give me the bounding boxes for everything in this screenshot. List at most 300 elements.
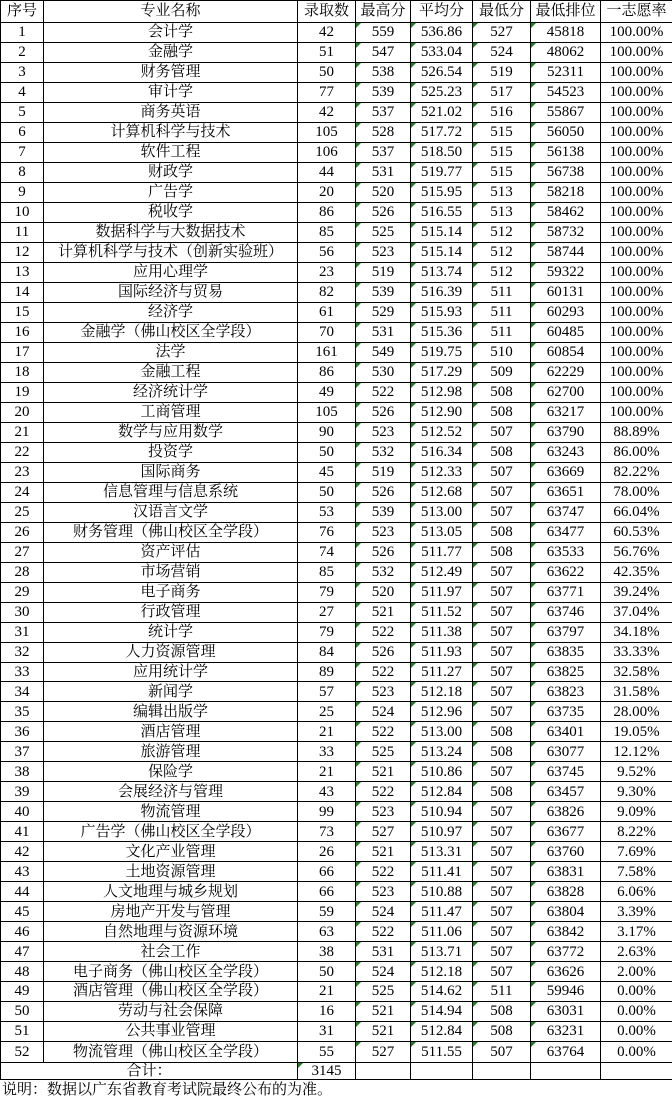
cell-value: 63825: [546, 663, 585, 680]
min-score-cell: [473, 682, 531, 702]
count-cell: [298, 482, 356, 502]
cell-value: 工商管理: [140, 403, 201, 420]
cell-value: 63735: [546, 703, 585, 720]
table-row: [1, 442, 672, 462]
major-cell: [44, 242, 298, 262]
cell-value: 资产评估: [140, 543, 201, 560]
first-choice-rate-cell: [601, 62, 672, 82]
error-indicator-icon: [531, 862, 536, 867]
major-cell: [44, 362, 298, 382]
cell-value: 508: [490, 523, 513, 540]
cell-value: 43: [319, 783, 334, 800]
seq-cell: [1, 1042, 44, 1062]
cell-value: 507: [490, 643, 513, 660]
first-choice-rate-cell: [601, 482, 672, 502]
error-indicator-icon: [531, 223, 536, 228]
min-score-cell: [473, 522, 531, 542]
cell-value: 521.02: [420, 104, 463, 121]
error-indicator-icon: [411, 802, 416, 807]
error-indicator-icon: [411, 782, 416, 787]
error-indicator-icon: [356, 603, 361, 608]
cell-value: 60131: [546, 284, 585, 301]
min-rank-cell: [531, 922, 601, 942]
error-indicator-icon: [531, 682, 536, 687]
error-indicator-icon: [473, 742, 478, 747]
cell-value: 24: [14, 483, 30, 500]
cell-value: 525.23: [420, 84, 463, 101]
error-indicator-icon: [356, 702, 361, 707]
seq-cell: [1, 23, 44, 43]
error-indicator-icon: [356, 523, 361, 528]
cell-value: 66: [319, 863, 334, 880]
error-indicator-icon: [473, 702, 478, 707]
count-cell: [298, 122, 356, 142]
count-cell: [298, 262, 356, 282]
count-cell: [298, 1002, 356, 1022]
cell-value: 48: [14, 963, 30, 980]
cell-value: 510.86: [420, 763, 463, 780]
max-score-cell: [356, 782, 411, 802]
major-cell: [44, 1042, 298, 1062]
error-indicator-icon: [356, 1002, 361, 1007]
seq-cell: [1, 802, 44, 822]
cell-value: 100.00%: [609, 164, 664, 181]
cell-value: 63077: [546, 743, 585, 760]
cell-value: 63031: [546, 1003, 585, 1020]
min-score-cell: [473, 162, 531, 182]
first-choice-rate-cell: [601, 602, 672, 622]
cell-value: 515.14: [420, 244, 463, 261]
avg-score-cell: [411, 122, 473, 142]
min-score-cell: [473, 182, 531, 202]
avg-score-cell: [411, 742, 473, 762]
error-indicator-icon: [356, 223, 361, 228]
first-choice-rate-cell: [601, 582, 672, 602]
avg-score-cell: [411, 422, 473, 442]
major-cell: [44, 842, 298, 862]
cell-value: 523: [371, 883, 395, 900]
cell-value: 37.04%: [613, 603, 660, 620]
cell-value: 511.47: [421, 903, 462, 920]
error-indicator-icon: [473, 183, 478, 188]
max-score-cell: [356, 302, 411, 322]
cell-value: 42.35%: [613, 563, 660, 580]
cell-value: 53: [319, 503, 334, 520]
major-cell: [44, 162, 298, 182]
empty-cell: [411, 1062, 473, 1080]
error-indicator-icon: [356, 762, 361, 767]
cell-value: 人文地理与城乡规划: [102, 883, 238, 900]
error-indicator-icon: [473, 223, 478, 228]
min-rank-cell: [531, 362, 601, 382]
cell-value: 17: [14, 343, 30, 360]
table-row: [1, 562, 672, 582]
cell-value: 2.00%: [617, 963, 656, 980]
error-indicator-icon: [411, 143, 416, 148]
min-rank-cell: [531, 142, 601, 162]
cell-value: 507: [490, 903, 513, 920]
first-choice-rate-cell: [601, 642, 672, 662]
first-choice-rate-cell: [601, 762, 672, 782]
max-score-cell: [356, 662, 411, 682]
error-indicator-icon: [411, 902, 416, 907]
min-score-cell: [473, 642, 531, 662]
col-header-min: 最低分: [473, 1, 531, 23]
first-choice-rate-cell: [601, 282, 672, 302]
cell-value: 82.22%: [613, 463, 660, 480]
cell-value: 539: [371, 284, 395, 301]
first-choice-rate-cell: [601, 42, 672, 62]
cell-value: 25: [14, 503, 30, 520]
table-row: [1, 922, 672, 942]
cell-value: 29: [14, 583, 30, 600]
min-rank-cell: [531, 242, 601, 262]
first-choice-rate-cell: [601, 622, 672, 642]
min-score-cell: [473, 202, 531, 222]
seq-cell: [1, 902, 44, 922]
min-rank-cell: [531, 882, 601, 902]
cell-value: 经济统计学: [132, 383, 208, 400]
cell-value: 523: [371, 423, 395, 440]
error-indicator-icon: [298, 1063, 303, 1068]
min-score-cell: [473, 762, 531, 782]
cell-value: 161: [315, 343, 338, 360]
error-indicator-icon: [411, 942, 416, 947]
cell-value: 508: [490, 383, 513, 400]
table-row: [1, 122, 672, 142]
cell-value: 513: [490, 204, 513, 221]
cell-value: 60293: [546, 304, 585, 321]
error-indicator-icon: [531, 383, 536, 388]
error-indicator-icon: [531, 982, 536, 987]
major-cell: [44, 622, 298, 642]
seq-cell: [1, 262, 44, 282]
first-choice-rate-cell: [601, 742, 672, 762]
cell-value: 50: [319, 64, 334, 81]
cell-value: 3.39%: [617, 903, 656, 920]
min-rank-cell: [531, 682, 601, 702]
cell-value: 劳动与社会保障: [117, 1003, 223, 1020]
cell-value: 50: [14, 1003, 30, 1020]
min-score-cell: [473, 842, 531, 862]
cell-value: 66.04%: [613, 503, 660, 520]
first-choice-rate-cell: [601, 662, 672, 682]
error-indicator-icon: [531, 483, 536, 488]
min-rank-cell: [531, 822, 601, 842]
error-indicator-icon: [531, 83, 536, 88]
cell-value: 63764: [546, 1043, 585, 1060]
cell-value: 33: [14, 663, 30, 680]
cell-value: 9.09%: [617, 803, 656, 820]
first-choice-rate-cell: [601, 842, 672, 862]
max-score-cell: [356, 82, 411, 102]
cell-value: 515.14: [420, 224, 463, 241]
avg-score-cell: [411, 682, 473, 702]
table-row: [1, 382, 672, 402]
cell-value: 文化产业管理: [125, 843, 216, 860]
min-rank-cell: [531, 802, 601, 822]
error-indicator-icon: [356, 363, 361, 368]
cell-value: 63823: [546, 683, 585, 700]
error-indicator-icon: [411, 323, 416, 328]
error-indicator-icon: [473, 403, 478, 408]
min-rank-cell: [531, 42, 601, 62]
error-indicator-icon: [473, 203, 478, 208]
max-score-cell: [356, 882, 411, 902]
min-score-cell: [473, 62, 531, 82]
major-cell: [44, 402, 298, 422]
cell-value: 547: [371, 44, 395, 61]
cell-value: 金融学: [147, 44, 193, 61]
cell-value: 酒店管理: [140, 723, 201, 740]
seq-cell: [1, 822, 44, 842]
min-score-cell: [473, 462, 531, 482]
error-indicator-icon: [531, 123, 536, 128]
error-indicator-icon: [531, 443, 536, 448]
error-indicator-icon: [356, 43, 361, 48]
min-score-cell: [473, 282, 531, 302]
count-cell: [298, 542, 356, 562]
cell-value: 508: [490, 403, 513, 420]
cell-value: 512.52: [420, 423, 463, 440]
major-cell: [44, 902, 298, 922]
first-choice-rate-cell: [601, 422, 672, 442]
cell-value: 521: [371, 1023, 395, 1040]
cell-value: 0.00%: [617, 1023, 656, 1040]
cell-value: 520: [371, 184, 395, 201]
max-score-cell: [356, 762, 411, 782]
cell-value: 58218: [546, 184, 585, 201]
error-indicator-icon: [411, 243, 416, 248]
first-choice-rate-cell: [601, 82, 672, 102]
error-indicator-icon: [356, 1022, 361, 1027]
first-choice-rate-cell: [601, 142, 672, 162]
count-cell: [298, 222, 356, 242]
min-rank-cell: [531, 122, 601, 142]
col-header-major: 专业名称: [44, 1, 298, 23]
first-choice-rate-cell: [601, 402, 672, 422]
table-row: [1, 662, 672, 682]
cell-value: 物流管理（佛山校区全学段）: [72, 1043, 268, 1060]
cell-value: 旅游管理: [140, 743, 201, 760]
table-row: [1, 862, 672, 882]
major-cell: [44, 702, 298, 722]
seq-cell: [1, 182, 44, 202]
table-row: [1, 162, 672, 182]
cell-value: 投资学: [147, 443, 193, 460]
seq-cell: [1, 202, 44, 222]
cell-value: 63797: [546, 623, 585, 640]
error-indicator-icon: [473, 1042, 478, 1047]
error-indicator-icon: [473, 543, 478, 548]
error-indicator-icon: [531, 802, 536, 807]
min-rank-cell: [531, 542, 601, 562]
table-row: [1, 942, 672, 962]
cell-value: 537: [371, 104, 395, 121]
cell-value: 60485: [546, 324, 585, 340]
cell-value: 70: [319, 324, 334, 340]
major-cell: [44, 662, 298, 682]
cell-value: 20: [319, 184, 334, 201]
cell-value: 63401: [546, 723, 585, 740]
col-header-rank: 最低排位: [531, 1, 601, 23]
empty-cell: [601, 1062, 672, 1080]
error-indicator-icon: [356, 103, 361, 108]
major-cell: [44, 782, 298, 802]
error-indicator-icon: [473, 83, 478, 88]
first-choice-rate-cell: [601, 1002, 672, 1022]
cell-value: 513.71: [420, 943, 463, 960]
error-indicator-icon: [356, 623, 361, 628]
error-indicator-icon: [411, 722, 416, 727]
cell-value: 59322: [546, 264, 585, 281]
cell-value: 507: [490, 843, 513, 860]
min-rank-cell: [531, 1042, 601, 1062]
major-cell: [44, 522, 298, 542]
cell-value: 国际经济与贸易: [117, 284, 223, 301]
min-rank-cell: [531, 282, 601, 302]
error-indicator-icon: [356, 503, 361, 508]
max-score-cell: [356, 442, 411, 462]
avg-score-cell: [411, 262, 473, 282]
avg-score-cell: [411, 1022, 473, 1042]
cell-value: 100.00%: [609, 184, 664, 201]
seq-cell: [1, 62, 44, 82]
major-cell: [44, 102, 298, 122]
max-score-cell: [356, 122, 411, 142]
seq-cell: [1, 602, 44, 622]
cell-value: 507: [490, 823, 513, 840]
cell-value: 38: [319, 943, 334, 960]
error-indicator-icon: [356, 842, 361, 847]
major-cell: [44, 142, 298, 162]
cell-value: 76: [319, 523, 334, 540]
cell-value: 100.00%: [609, 204, 664, 221]
first-choice-rate-cell: [601, 882, 672, 902]
cell-value: 522: [371, 663, 395, 680]
cell-value: 新闻学: [147, 683, 193, 700]
cell-value: 507: [490, 663, 513, 680]
major-cell: [44, 82, 298, 102]
cell-value: 100.00%: [609, 383, 664, 400]
error-indicator-icon: [473, 762, 478, 767]
error-indicator-icon: [531, 1022, 536, 1027]
error-indicator-icon: [473, 962, 478, 967]
table-row: [1, 302, 672, 322]
error-indicator-icon: [411, 962, 416, 967]
table-row: [1, 522, 672, 542]
cell-value: 58744: [546, 244, 585, 261]
error-indicator-icon: [411, 922, 416, 927]
cell-value: 56: [319, 244, 334, 261]
col-header-count: 录取数: [298, 1, 356, 23]
cell-value: 63477: [546, 523, 585, 540]
error-indicator-icon: [356, 403, 361, 408]
seq-cell: [1, 662, 44, 682]
major-cell: [44, 422, 298, 442]
count-cell: [298, 302, 356, 322]
count-cell: [298, 702, 356, 722]
cell-value: 计算机科学与技术: [110, 124, 231, 141]
table-row: [1, 682, 672, 702]
cell-value: 55867: [546, 104, 585, 121]
error-indicator-icon: [411, 682, 416, 687]
cell-value: 507: [490, 483, 513, 500]
cell-value: 44: [14, 883, 30, 900]
min-rank-cell: [531, 222, 601, 242]
min-rank-cell: [531, 1022, 601, 1042]
cell-value: 106: [315, 144, 338, 161]
max-score-cell: [356, 1042, 411, 1062]
error-indicator-icon: [411, 483, 416, 488]
count-cell: [298, 862, 356, 882]
cell-value: 63772: [546, 943, 585, 960]
avg-score-cell: [411, 922, 473, 942]
error-indicator-icon: [411, 383, 416, 388]
cell-value: 100.00%: [609, 403, 664, 420]
error-indicator-icon: [473, 842, 478, 847]
major-cell: [44, 1022, 298, 1042]
cell-value: 511.97: [421, 583, 462, 600]
major-cell: [44, 942, 298, 962]
max-score-cell: [356, 282, 411, 302]
cell-value: 507: [490, 623, 513, 640]
error-indicator-icon: [531, 782, 536, 787]
cell-value: 511.52: [421, 603, 462, 620]
count-cell: [298, 522, 356, 542]
cell-value: 522: [371, 623, 395, 640]
error-indicator-icon: [356, 383, 361, 388]
table-row: [1, 822, 672, 842]
min-score-cell: [473, 1002, 531, 1022]
error-indicator-icon: [356, 802, 361, 807]
min-score-cell: [473, 142, 531, 162]
error-indicator-icon: [356, 942, 361, 947]
error-indicator-icon: [531, 403, 536, 408]
seq-cell: [1, 782, 44, 802]
max-score-cell: [356, 322, 411, 342]
avg-score-cell: [411, 762, 473, 782]
major-cell: [44, 482, 298, 502]
table-row: [1, 582, 672, 602]
error-indicator-icon: [473, 643, 478, 648]
max-score-cell: [356, 42, 411, 62]
error-indicator-icon: [411, 523, 416, 528]
cell-value: 523: [371, 803, 395, 820]
first-choice-rate-cell: [601, 162, 672, 182]
max-score-cell: [356, 862, 411, 882]
cell-value: 510.94: [420, 803, 463, 820]
cell-value: 523: [371, 523, 395, 540]
major-cell: [44, 582, 298, 602]
avg-score-cell: [411, 462, 473, 482]
first-choice-rate-cell: [601, 502, 672, 522]
seq-cell: [1, 82, 44, 102]
seq-cell: [1, 342, 44, 362]
count-cell: [298, 622, 356, 642]
seq-cell: [1, 702, 44, 722]
seq-cell: [1, 842, 44, 862]
cell-value: 广告学（佛山校区全学段）: [80, 823, 261, 840]
table-row: [1, 422, 672, 442]
cell-value: 512: [490, 224, 513, 241]
cell-value: 7: [18, 144, 26, 161]
seq-cell: [1, 442, 44, 462]
cell-value: 507: [490, 763, 513, 780]
avg-score-cell: [411, 222, 473, 242]
avg-score-cell: [411, 202, 473, 222]
min-score-cell: [473, 862, 531, 882]
